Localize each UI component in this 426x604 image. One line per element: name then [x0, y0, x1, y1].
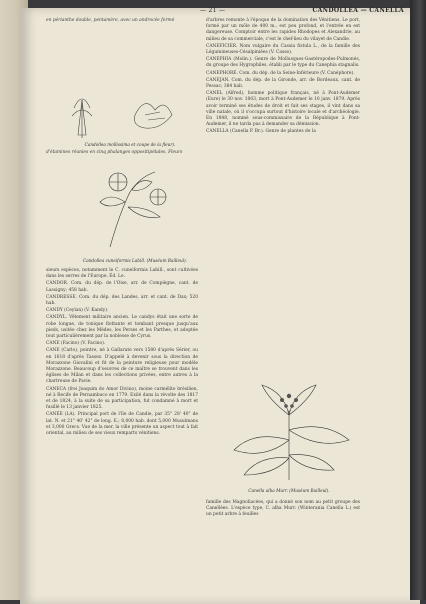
book-spine: [410, 0, 426, 600]
page-header: [46, 4, 404, 18]
left-column-entries: [46, 268, 198, 438]
left-column-mid: [46, 150, 198, 157]
entry-paragraph: CANELLA (Canella P. Br.). Genre de plantes de la: [206, 129, 316, 135]
entry-paragraph: CANEL (Alfred), homme politique français, né à Pont-Audemer (Eure) le 30 nov. 1803, mort à Pont-Audemer le 10 janv. 1879. Après avoir terminé ses études de droit et fait ses stages, il vint dans sa ville natale, où il s'occupa surtout d'histoire locale et d'archéologie. En 1848, nommé sous-commissaire de la République à Pont-Audemer, il ne tarda pas à demander sa démission.: [206, 91, 360, 128]
figure-caption: Candollea cuneiformis Labill. (Muséum Bailleul).: [83, 258, 187, 263]
entry-paragraph: CANDRESSE. Com. du dép. des Landes, arr. et cant. de Dax; 520 hab.: [46, 294, 198, 307]
right-column: [206, 18, 360, 137]
entry-paragraph: CANEPHORE. Com. du dép. de la Seine-Inférieure (V. Canéphore).: [206, 70, 355, 76]
flower-illustration: [60, 90, 200, 140]
entry-paragraph: CANEFICIER. Nom vulgaire du Cassia fistula L., de la famille des Légumineuses-Césalpiniées (V. Casse).: [206, 43, 360, 56]
entry-paragraph: d'arbres remonte à l'époque de la domination des Vénitiens. Le port, formé par un môle de 400 m., est peu profond, et l'entrée en est dangereuse. Comptoir entre les rapides Rhodopes et Alexandrie, au milieu de sa commerciale, c'est le chef-lieu du vilayet de Candie.: [206, 18, 360, 42]
entry-paragraph: CANEJAN. Com. du dép. de la Gironde, arr. de Bordeaux, cant. de Pessac; 384 hab.: [206, 77, 360, 90]
canella-illustration: [214, 370, 364, 485]
left-column: [46, 18, 198, 25]
column-text: d'étamines réunies en cinq phalanges oppositipétales. Fleurs: [46, 150, 183, 155]
entry-paragraph: CANDYL. Vêtement militaire ancien. Le candys était une sorte de robe longue, de tonique flottante et tombant presque jusqu'aux pieds, usitée chez les Mèdes, les Perses et les Parthes, et adoptée tout particulièrement par la noblesse de Cyrus.: [46, 315, 198, 340]
column-text: en périanthe double, pentamère, avec un androcée formé: [46, 18, 175, 23]
entry-paragraph: CANE (Facino) (V. Facino).: [46, 341, 106, 347]
entry-paragraph: CANECA (frei Joaquim do Amor Divino), moine carmélite brésilien, né à Recife de Pernambuco en 1779. Exilé dans la révolte des 1817 et de 1824, à la suite de sa participation, fut condamné à mort et fusillé le 13 janvier 1825.: [46, 386, 198, 411]
plant-illustration: [70, 162, 200, 252]
running-head: CANDOLLEA — CANELLA: [312, 7, 404, 14]
page-number: — 21 —: [200, 7, 226, 14]
entry-paragraph: CANÉE (LA). Principal port de l'île de Candie, par 35° 28' 40" de lat. N. et 21° 40' 42" de long. E.; 8,000 hab. dont 5,000 Musulmans et 3,000 Grecs. Vue de la mer, la ville présente un aspect tout à fait oriental, au milieu de ses vieux remparts vénitiens.: [46, 412, 198, 437]
entry-paragraph: CANE (Carlo), peintre, né à Gallarate vers 1580 d'après Sérier, ou en 1618 d'après Tassez. D'appelé à devenir sous la direction de Morazzone Giovalini et fit de la peinture religieuse pour modèle Morazzone. Beaucoup d'oeuvres de ce maître se trouvent dans les églises de Milan et dans les collections privées, entre autres à la chartreuse de Pavie.: [46, 348, 198, 385]
figure-caption: Candollea mollissima et coupe de la fleur).: [84, 142, 176, 147]
entry-paragraph: CANEPHIA (Molin.). Genre de Mollusques-Gastéropodes-Pulmonés, du groupe des Hygrophiles, établi par le type du Canephia stagnalis.: [206, 57, 360, 69]
entry-paragraph: CANDY (Ceylan) (V. Kandy).: [46, 308, 109, 314]
entry-paragraph: CANDOR. Com. du dép. de l'Oise, arr. de Compiègne, cant. de Lassigny; 458 hab.: [46, 281, 198, 293]
right-column-bottom: [206, 500, 360, 520]
figure-caption: Canella alba Murr. (Muséum Bailleul).: [248, 488, 330, 493]
entry-paragraph: famille des Magnoliacées, qui a donné son nom au petit groupe des Canellées. L'espèce type, C. alba Murr. (Winterania Canella L.) est un petit arbre à feuilles: [206, 500, 360, 518]
entry-paragraph: sieurs espèces, notamment le C. cuneiformis Labill., sont cultivées dans les serres de l'Europe. Éd. Le.: [46, 268, 198, 280]
